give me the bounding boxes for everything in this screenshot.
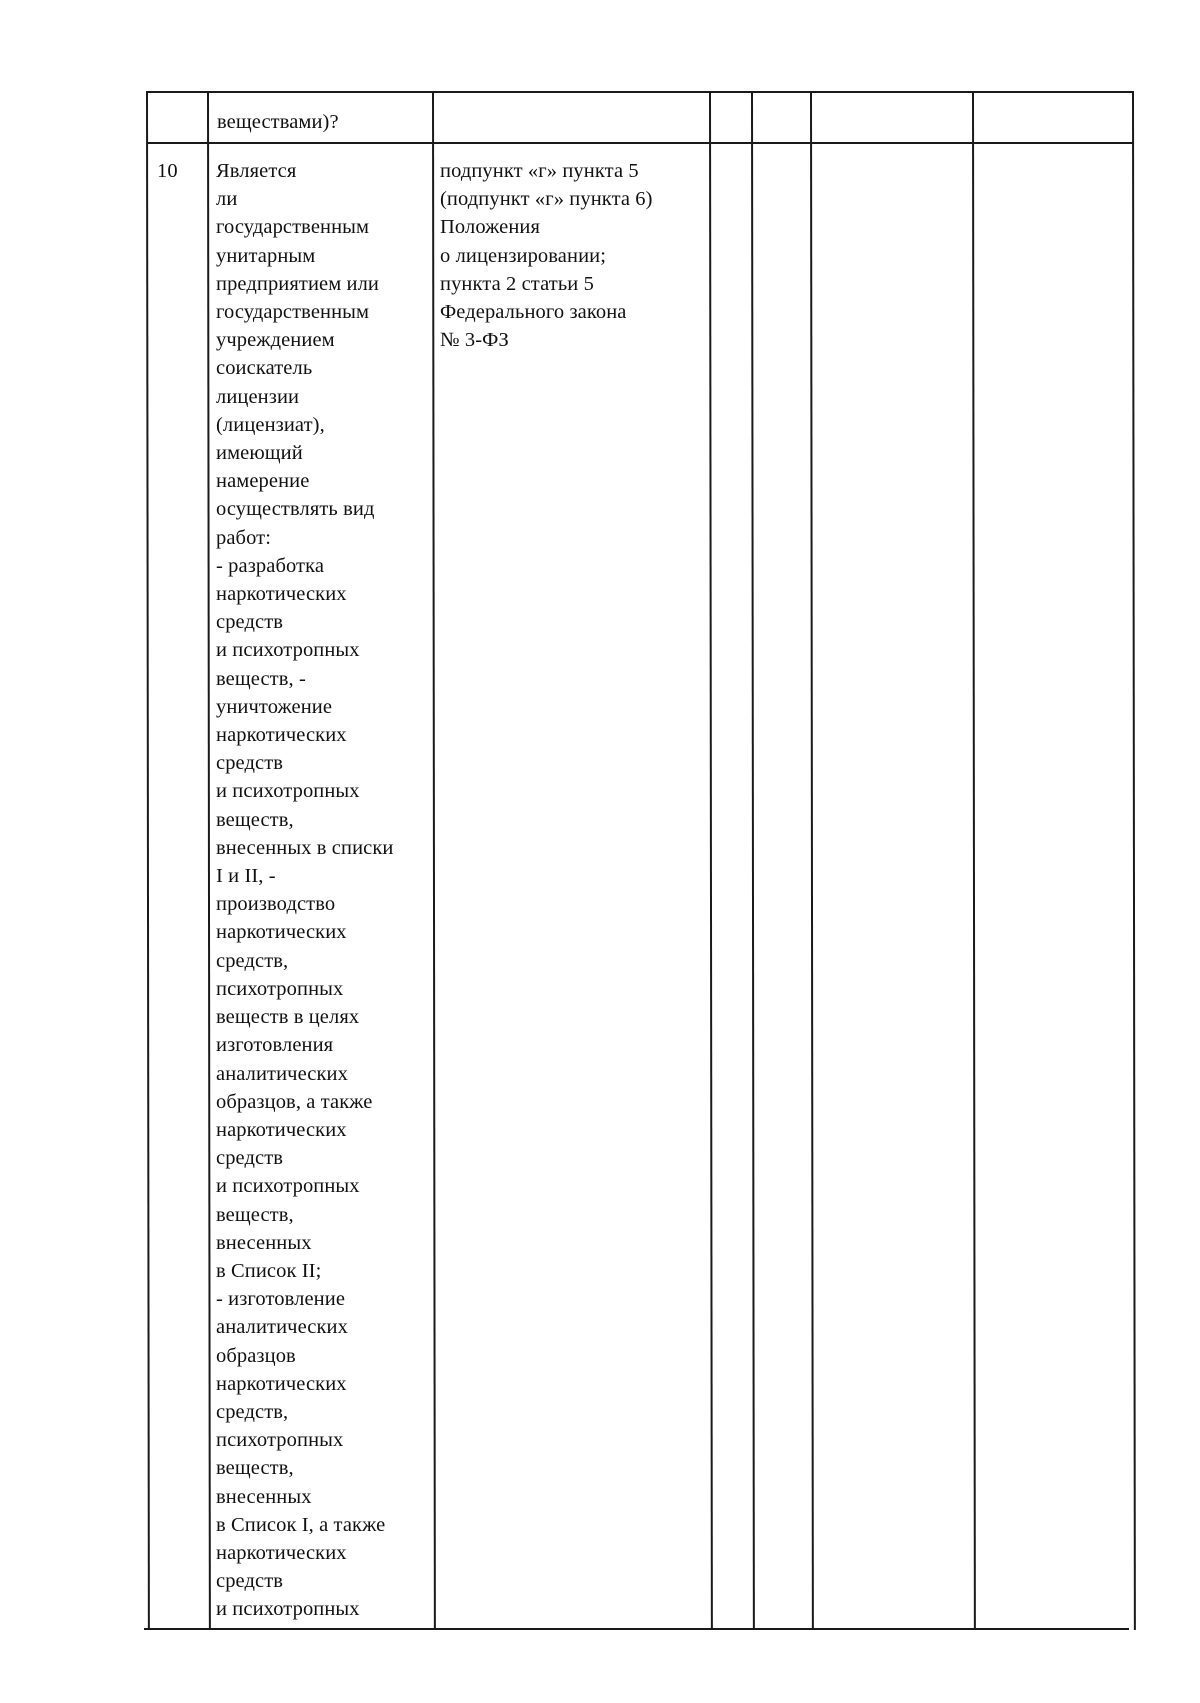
question-line: средств: [216, 752, 284, 775]
question-line: соискатель: [216, 357, 313, 380]
question-line: веществ в целях: [216, 1006, 360, 1029]
question-line: государственным: [216, 301, 370, 324]
question-line: наркотических: [216, 1118, 347, 1141]
column-border-no: [810, 91, 814, 1630]
reference-line: пункта 2 статьи 5: [440, 272, 594, 295]
question-line: наркотических: [216, 724, 347, 747]
question-line: и психотропных: [216, 780, 360, 803]
question-line: в Список I, а также: [216, 1513, 386, 1536]
reference-text: [440, 157, 653, 354]
question-line: - разработка: [216, 554, 325, 577]
question-line: лицензии: [216, 385, 300, 408]
question-line: (лицензиат),: [216, 413, 325, 436]
question-line: аналитических: [216, 1316, 348, 1339]
question-line: внесенных: [216, 1231, 312, 1254]
question-line: наркотических: [216, 1372, 347, 1395]
question-text: [216, 157, 393, 1624]
question-line: средств,: [216, 1400, 289, 1423]
column-border-number: [207, 91, 211, 1630]
question-line: наркотических: [216, 921, 347, 944]
question-line: I и II, -: [216, 865, 276, 888]
question-line: работ:: [216, 526, 272, 549]
question-line: в Список II;: [216, 1259, 322, 1282]
question-line: осуществлять вид: [216, 498, 375, 521]
row-separator: [147, 142, 1133, 144]
question-line: намерение: [216, 470, 310, 493]
reference-line: о лицензировании;: [440, 244, 607, 267]
column-border-reference: [709, 91, 713, 1630]
question-line: веществ,: [216, 1203, 294, 1226]
table-bottom-border: [144, 1628, 1129, 1630]
question-line: предприятием или: [216, 272, 379, 295]
question-line: средств: [216, 611, 284, 634]
question-line: имеющий: [216, 442, 303, 465]
table-top-border: [148, 91, 1133, 93]
question-line: государственным: [216, 216, 370, 239]
question-line: - изготовление: [216, 1288, 346, 1311]
question-line: средств: [216, 1147, 284, 1170]
question-line: веществ,: [216, 1457, 294, 1480]
question-line: унитарным: [216, 244, 316, 267]
row-number: 10: [157, 160, 178, 182]
question-line: и психотропных: [216, 1175, 360, 1198]
question-line: психотропных: [216, 1429, 344, 1452]
question-line: внесенных: [216, 1485, 312, 1508]
continuation-question-text: веществами)?: [217, 111, 339, 133]
question-line: образцов: [216, 1344, 296, 1367]
question-line: веществ, -: [216, 667, 306, 690]
reference-line: Положения: [440, 216, 541, 239]
question-line: производство: [216, 893, 336, 916]
column-border-right: [1132, 91, 1136, 1630]
reference-line: (подпункт «г» пункта 6): [440, 188, 653, 211]
question-line: аналитических: [216, 1062, 348, 1085]
question-line: веществ,: [216, 808, 294, 831]
question-line: и психотропных: [216, 639, 360, 662]
reference-line: подпункт «г» пункта 5: [440, 160, 639, 182]
reference-line: № 3-ФЗ: [440, 329, 509, 352]
question-line: наркотических: [216, 1541, 347, 1564]
column-border-yes: [751, 91, 755, 1630]
question-line: учреждением: [216, 329, 335, 352]
column-border-na: [972, 91, 976, 1630]
question-line: средств,: [216, 949, 289, 972]
question-line: внесенных в списки: [216, 836, 394, 859]
question-line: изготовления: [216, 1034, 334, 1057]
question-line: образцов, а также: [216, 1090, 373, 1113]
question-line: уничтожение: [216, 695, 333, 718]
question-line: Является: [216, 160, 297, 182]
question-line: психотропных: [216, 977, 344, 1000]
column-border-question: [432, 91, 436, 1630]
question-line: средств: [216, 1570, 284, 1593]
reference-line: Федерального закона: [440, 301, 627, 324]
question-line: и психотропных: [216, 1598, 360, 1621]
question-line: наркотических: [216, 583, 347, 606]
column-border-left: [146, 91, 150, 1630]
question-line: ли: [216, 188, 238, 211]
